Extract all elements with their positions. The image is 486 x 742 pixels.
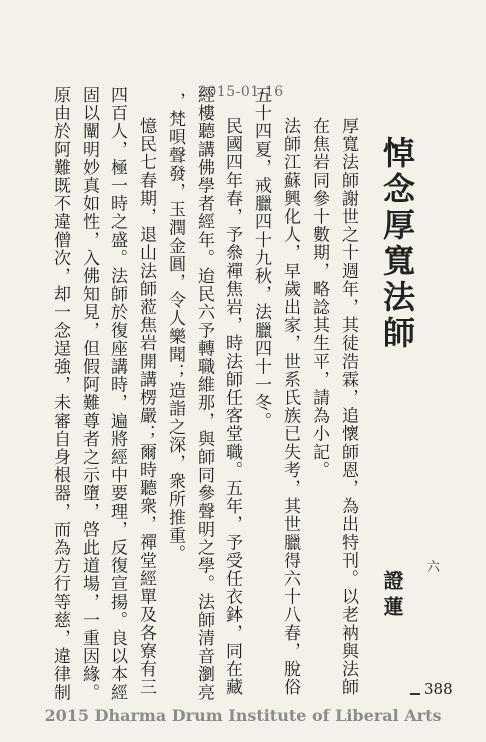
body-line: 四百人，極一時之盛。法師於復座講時，遍將經中要理，反復宣揚。良以本經 <box>107 86 127 702</box>
article-title: 悼念厚寬法師 <box>378 136 416 352</box>
body-line: 憶民七春期，退山法師蒞焦岩開講楞嚴；爾時聽衆，禪堂經單及各寮有三 <box>136 117 156 697</box>
author-name: 證蓮 <box>380 570 404 622</box>
body-line: 法師江蘇興化人，早歲出家，世系氏族已失考，其世臘得六十八春，脫俗 <box>280 117 300 697</box>
body-line: 厚寬法師謝世之十週年，其徒浩霖，追懷師恩，為出特刊。以老衲與法師 <box>338 117 358 697</box>
body-line: 五十四夏，戒臘四十九秋，法臘四十一冬。 <box>251 86 271 430</box>
footer-watermark: 2015 Dharma Drum Institute of Liberal Arts <box>44 706 442 725</box>
date-stamp: 2015-01-16 <box>198 84 284 100</box>
body-line: 經樓聽講佛學者經年。迨民六予轉職維那，與師同參聲明之學。法師清音瀏亮 <box>194 86 214 702</box>
body-line: 在焦岩同參十數期，略諗其生平，請為小記。 <box>309 117 329 479</box>
body-line: 固以闡明妙真如性，入佛知見，但假阿難尊者之示墮，啓此道場，一重因緣。 <box>79 86 99 702</box>
body-line: 民國四年春，予叅禪焦岩，時法師任客堂職。五年，予受任衣鉢，同在藏 <box>222 117 242 697</box>
page-number: 388 <box>424 680 453 698</box>
corner-mark <box>410 693 420 695</box>
body-line: ，梵唄聲發，玉潤金圓，令人樂聞；造詣之深，衆所推重。 <box>165 92 185 563</box>
body-line: 原由於阿難既不違僧次，却一念逞強，未審自身根器，而為方行等慈，違律制 <box>50 86 70 702</box>
chapter-number: 六 <box>427 560 441 575</box>
